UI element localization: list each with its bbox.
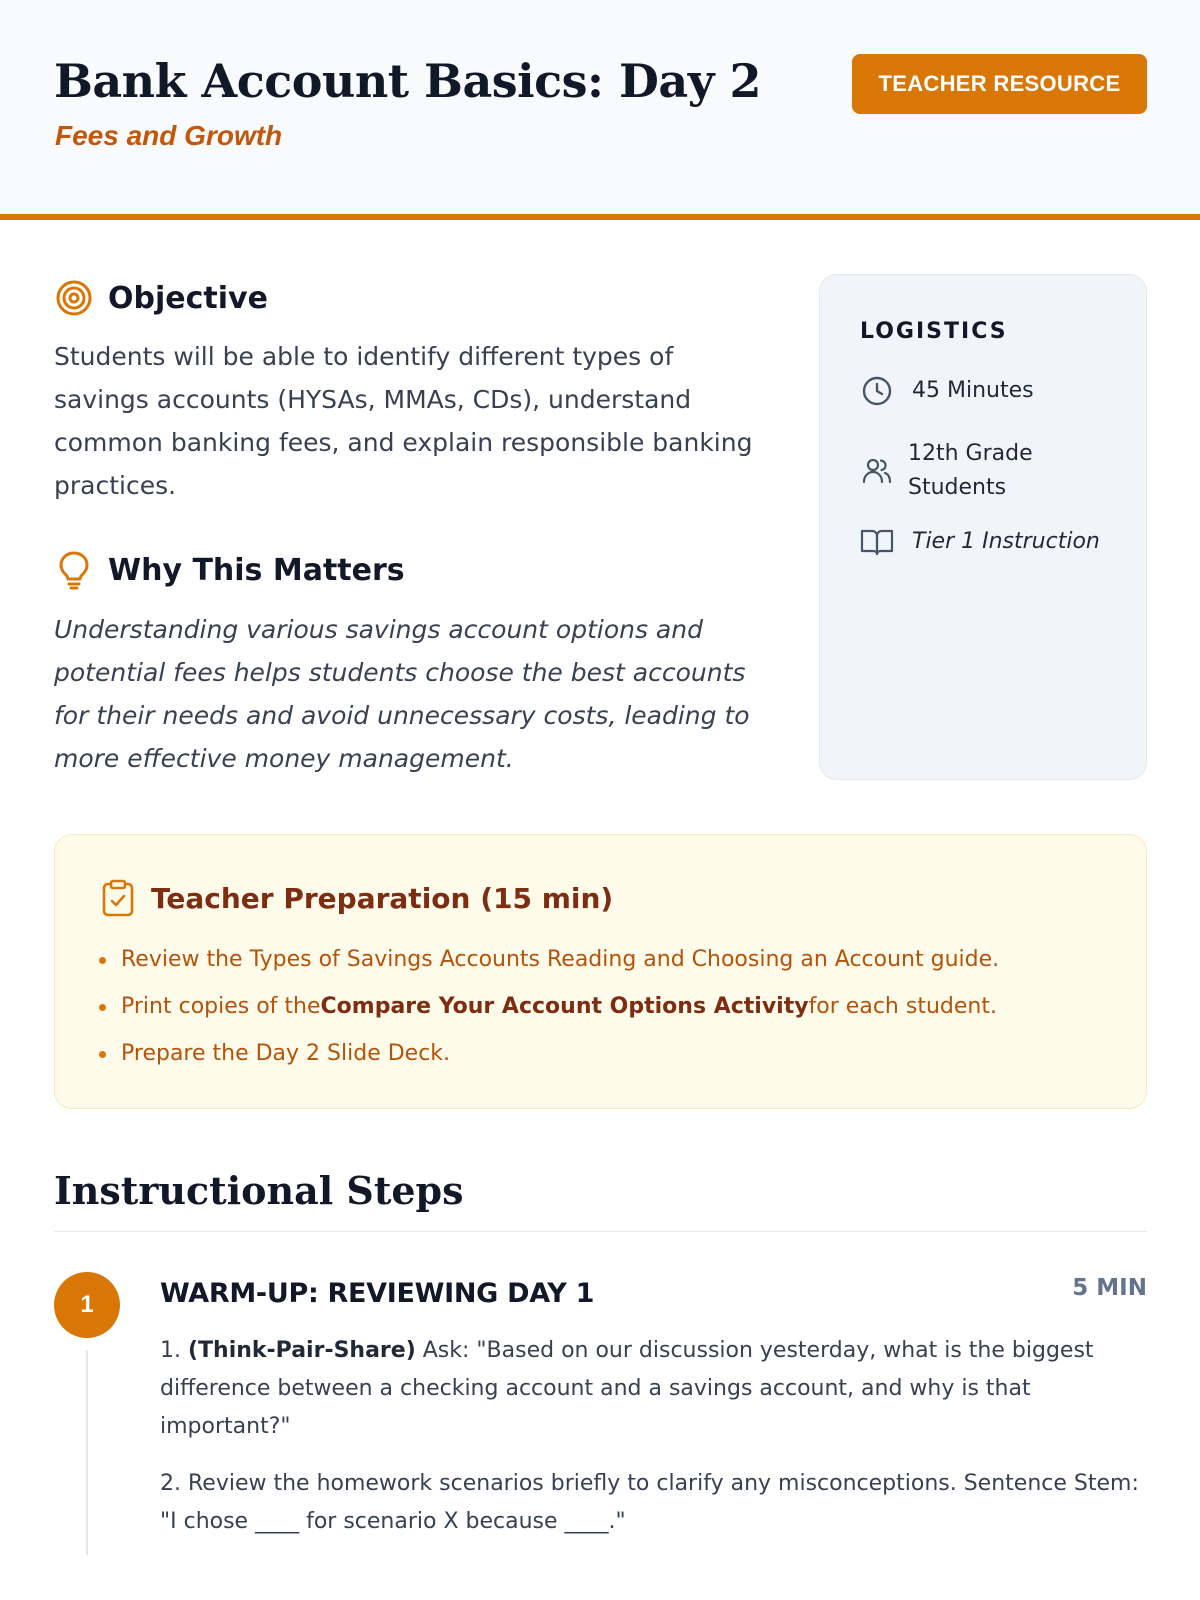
duration-text: 45 Minutes xyxy=(912,378,1034,403)
step-p1-prefix: 1. xyxy=(160,1338,188,1363)
audience-line-1: 12th Grade xyxy=(908,441,1033,466)
objective-text: Students will be able to identify different types of savings accounts (HYSAs, MMAs, CDs), understand common banking fees, and explain responsible banking practices. xyxy=(54,342,753,500)
lightbulb-icon xyxy=(54,550,94,590)
users-icon xyxy=(860,454,894,488)
logistics-tier xyxy=(860,525,1100,559)
logistics-card xyxy=(819,274,1147,780)
step-number: 1 xyxy=(54,1272,120,1338)
target-icon xyxy=(54,278,94,318)
step-duration: 5 MIN xyxy=(1072,1275,1147,1301)
why-heading xyxy=(54,550,405,590)
steps-title: Instructional Steps xyxy=(54,1168,464,1213)
prep-item-1: Review the Types of Savings Accounts Reading and Choosing an Account guide. xyxy=(99,943,999,976)
book-icon xyxy=(860,525,894,559)
prep-item-2-before: Print copies of the xyxy=(121,994,321,1019)
step-paragraph-1 xyxy=(160,1332,1150,1446)
why-text: Understanding various savings account options and potential fees helps students choose the best accounts for their needs and avoid unnecessary costs, leading to more effective money management. xyxy=(54,615,750,773)
logistics-title: LOGISTICS xyxy=(860,319,1008,344)
step-timeline-line xyxy=(86,1350,88,1555)
why-title: Why This Matters xyxy=(108,552,405,588)
page-header xyxy=(0,0,1200,220)
step-p1-text: Ask: "Based on our discussion yesterday, what is the biggest difference between a checking account and a savings account, and why is that important?" xyxy=(160,1338,1094,1439)
prep-item-2-after: for each student. xyxy=(808,994,997,1019)
prep-item-2-bold: Compare Your Account Options Activity xyxy=(320,994,809,1019)
objective-title: Objective xyxy=(108,280,268,316)
prep-list xyxy=(99,943,999,1084)
step-paragraph-2: 2. Review the homework scenarios briefly to clarify any misconceptions. Sentence Stem: "I chose ____ for scenario X because ____." xyxy=(160,1471,1139,1534)
audience-line-2: Students xyxy=(908,475,1007,500)
teacher-prep-box xyxy=(54,834,1147,1109)
prep-heading xyxy=(99,879,613,917)
step-p1-bold: (Think-Pair-Share) xyxy=(187,1338,416,1363)
prep-item-2 xyxy=(99,990,999,1023)
steps-divider xyxy=(54,1231,1147,1232)
page-subtitle: Fees and Growth xyxy=(55,120,283,151)
clock-icon xyxy=(860,374,894,408)
clipboard-check-icon xyxy=(99,879,137,917)
teacher-resource-badge: TEACHER RESOURCE xyxy=(852,54,1147,114)
logistics-audience xyxy=(860,437,1033,505)
audience-text xyxy=(908,437,1033,505)
step-title: WARM-UP: REVIEWING DAY 1 xyxy=(160,1278,595,1309)
tier-text: Tier 1 Instruction xyxy=(912,529,1100,554)
prep-title: Teacher Preparation (15 min) xyxy=(151,881,614,915)
prep-item-3: Prepare the Day 2 Slide Deck. xyxy=(99,1037,999,1070)
page-title: Bank Account Basics: Day 2 xyxy=(54,54,761,108)
logistics-duration xyxy=(860,374,1034,408)
objective-heading xyxy=(54,278,268,318)
